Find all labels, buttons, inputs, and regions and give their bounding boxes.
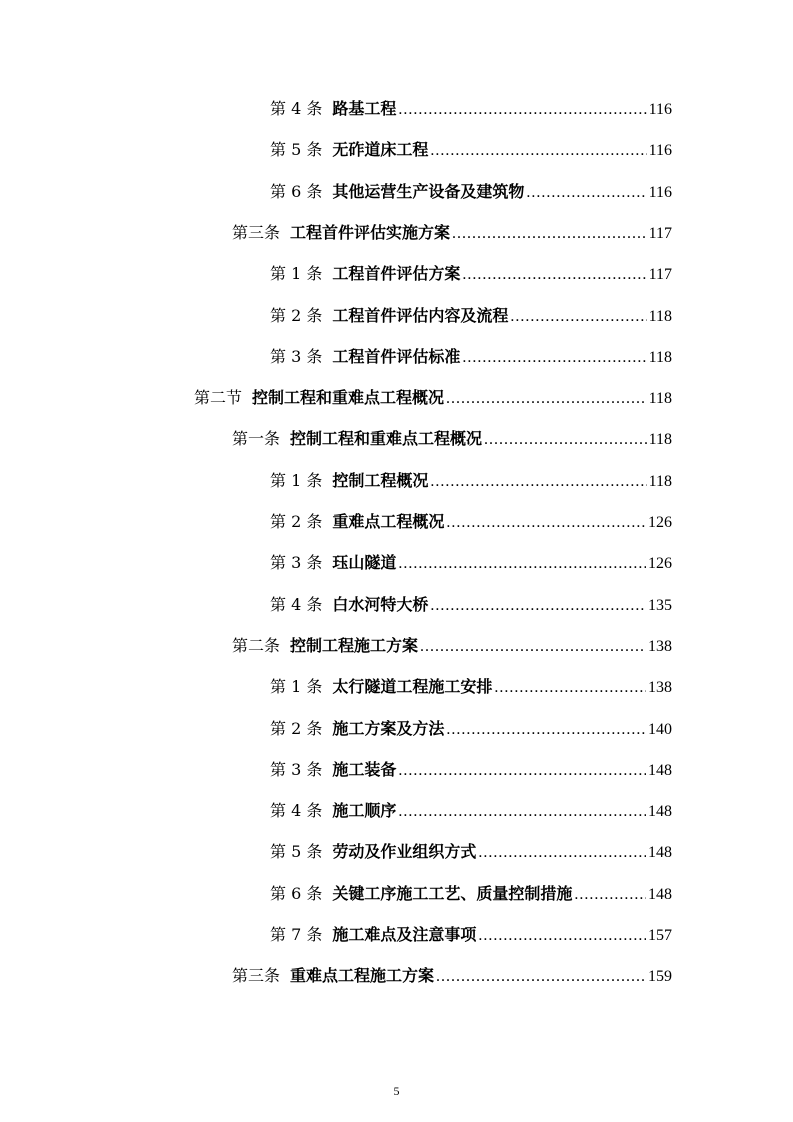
toc-entry-page: 148 <box>648 844 672 861</box>
toc-entry-title: 关键工序施工工艺、质量控制措施 <box>332 884 573 903</box>
dot-leader <box>420 636 646 658</box>
toc-entry-title: 工程首件评估实施方案 <box>290 223 451 242</box>
toc-entry-page: 118 <box>648 431 672 448</box>
toc-entry[interactable] <box>232 635 672 658</box>
toc-entry-title: 控制工程概况 <box>332 471 429 490</box>
toc-entry[interactable] <box>270 552 672 575</box>
toc-entry-title: 无砟道床工程 <box>332 140 429 159</box>
toc-entry[interactable] <box>232 965 672 988</box>
dot-leader <box>526 182 646 204</box>
toc-entry-page: 148 <box>648 803 672 820</box>
toc-entry-title: 施工方案及方法 <box>332 719 445 738</box>
toc-entry-title: 施工装备 <box>332 760 397 779</box>
toc-entry-title: 珏山隧道 <box>332 553 397 572</box>
toc-entry[interactable] <box>194 387 672 410</box>
toc-entry[interactable] <box>270 470 672 493</box>
toc-entry-number: 第 4 条 <box>270 99 323 118</box>
toc-entry-title: 控制工程和重难点工程概况 <box>290 429 483 448</box>
toc-entry-number: 第 1 条 <box>270 264 323 283</box>
toc-entry-title: 路基工程 <box>332 99 397 118</box>
dot-leader <box>398 801 646 823</box>
toc-entry-number: 第 7 条 <box>270 925 323 944</box>
toc-entry[interactable] <box>270 98 672 121</box>
toc-entry-page: 148 <box>648 886 672 903</box>
dot-leader <box>446 512 646 534</box>
toc-entry-title: 施工顺序 <box>332 801 397 820</box>
toc-entry-number: 第 4 条 <box>270 801 323 820</box>
dot-leader <box>398 760 646 782</box>
toc-entry-number: 第 3 条 <box>270 347 323 366</box>
toc-entry[interactable] <box>270 759 672 782</box>
dot-leader <box>436 966 646 988</box>
toc-entry-page: 148 <box>648 762 672 779</box>
toc-entry-title: 重难点工程施工方案 <box>290 966 435 985</box>
toc-entry[interactable] <box>232 428 672 451</box>
toc-entry-title: 重难点工程概况 <box>332 512 445 531</box>
toc-entry[interactable] <box>270 305 672 328</box>
dot-leader <box>462 347 646 369</box>
dot-leader <box>398 553 646 575</box>
toc-entry-page: 118 <box>648 308 672 325</box>
toc-entry-title: 工程首件评估标准 <box>332 347 461 366</box>
dot-leader <box>478 842 646 864</box>
toc-entry[interactable] <box>270 841 672 864</box>
toc-entry-number: 第三条 <box>232 966 281 985</box>
toc-entry-page: 117 <box>648 225 672 242</box>
toc-entry-title: 工程首件评估方案 <box>332 264 461 283</box>
toc-entry[interactable] <box>270 676 672 699</box>
toc-entry-page: 159 <box>648 968 672 985</box>
toc-entry-number: 第 1 条 <box>270 471 323 490</box>
toc-entry-page: 117 <box>648 266 672 283</box>
toc-entry-page: 140 <box>648 721 672 738</box>
toc-entry-number: 第 3 条 <box>270 553 323 572</box>
toc-entry-title: 控制工程施工方案 <box>290 636 419 655</box>
toc-entry-page: 138 <box>648 638 672 655</box>
dot-leader <box>510 306 646 328</box>
toc-entry-title: 工程首件评估内容及流程 <box>332 306 509 325</box>
toc-entry[interactable] <box>270 263 672 286</box>
dot-leader <box>446 388 647 410</box>
toc-entry[interactable] <box>270 718 672 741</box>
toc-entry-number: 第 5 条 <box>270 842 323 861</box>
toc-entry-page: 116 <box>648 142 672 159</box>
toc-entry[interactable] <box>232 222 672 245</box>
dot-leader <box>574 884 646 906</box>
toc-entry-number: 第二节 <box>194 388 243 407</box>
toc-entry-page: 157 <box>648 927 672 944</box>
toc-entry-number: 第 1 条 <box>270 677 323 696</box>
page-number: 5 <box>393 1084 400 1098</box>
toc-entry[interactable] <box>270 511 672 534</box>
toc-entry-title: 太行隧道工程施工安排 <box>332 677 493 696</box>
toc-entry[interactable] <box>270 181 672 204</box>
toc-entry-number: 第 4 条 <box>270 595 323 614</box>
toc-entry-number: 第三条 <box>232 223 281 242</box>
dot-leader <box>484 429 647 451</box>
toc-entry-page: 118 <box>648 349 672 366</box>
dot-leader <box>446 719 646 741</box>
toc-entry-page: 118 <box>648 473 672 490</box>
toc-entry-title: 控制工程和重难点工程概况 <box>252 388 445 407</box>
toc-entry-number: 第 5 条 <box>270 140 323 159</box>
dot-leader <box>398 99 646 121</box>
toc-entry-title: 白水河特大桥 <box>332 595 429 614</box>
dot-leader <box>494 677 646 699</box>
toc-entry[interactable] <box>270 800 672 823</box>
dot-leader <box>430 471 646 493</box>
dot-leader <box>462 264 646 286</box>
toc-entry-number: 第 2 条 <box>270 306 323 325</box>
toc-entry-page: 126 <box>648 555 672 572</box>
dot-leader <box>478 925 646 947</box>
toc-entry[interactable] <box>270 883 672 906</box>
toc-entry[interactable] <box>270 346 672 369</box>
toc-entry[interactable] <box>270 924 672 947</box>
toc-entry-number: 第 6 条 <box>270 182 323 201</box>
toc-entry[interactable] <box>270 594 672 617</box>
toc-entry[interactable] <box>270 139 672 162</box>
toc-entry-title: 施工难点及注意事项 <box>332 925 477 944</box>
toc-entry-number: 第 2 条 <box>270 512 323 531</box>
toc-entry-page: 118 <box>648 390 672 407</box>
toc-entry-page: 135 <box>648 597 672 614</box>
toc-entry-title: 劳动及作业组织方式 <box>332 842 477 861</box>
dot-leader <box>452 223 647 245</box>
toc-entry-number: 第 6 条 <box>270 884 323 903</box>
toc-entry-number: 第 3 条 <box>270 760 323 779</box>
dot-leader <box>430 595 646 617</box>
dot-leader <box>430 140 646 162</box>
toc-entry-page: 138 <box>648 679 672 696</box>
toc-entry-page: 126 <box>648 514 672 531</box>
toc-entry-number: 第一条 <box>232 429 281 448</box>
toc-entry-number: 第二条 <box>232 636 281 655</box>
toc-entry-page: 116 <box>648 184 672 201</box>
toc-entry-number: 第 2 条 <box>270 719 323 738</box>
toc-entry-title: 其他运营生产设备及建筑物 <box>332 182 525 201</box>
toc-entry-page: 116 <box>648 101 672 118</box>
